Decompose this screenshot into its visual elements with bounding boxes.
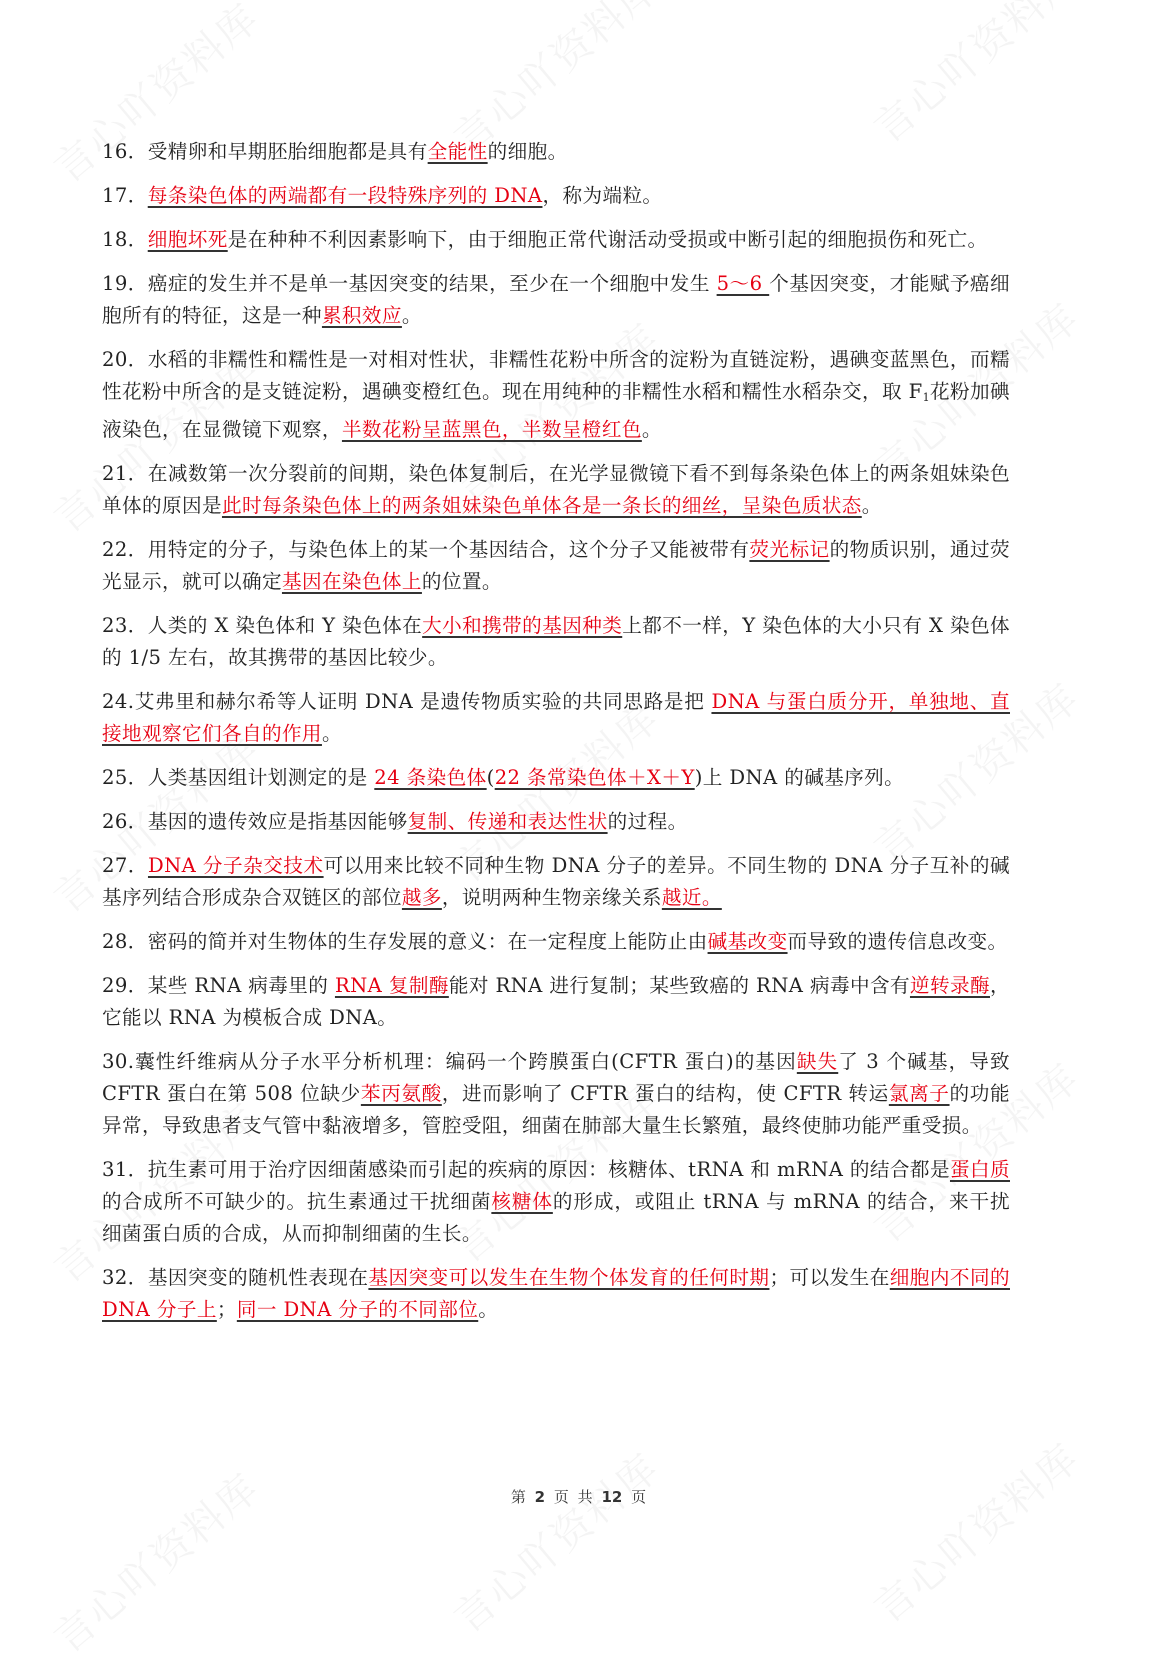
list-item: [102, 806, 1010, 838]
item-number: 25．: [102, 766, 148, 789]
list-item: [102, 224, 1010, 256]
answer-highlight: DNA 与蛋白质分开，单独地、直接地观察它们各自的作用: [102, 690, 1010, 745]
list-item: [102, 180, 1010, 212]
item-number: 16．: [102, 140, 148, 163]
answer-highlight: 5～6: [716, 272, 770, 295]
item-text: 可以用来比较不同种生物 DNA 分子的差异。不同生物的 DNA 分子互补的碱基序列结合形成杂合双链区的部位: [102, 854, 1010, 909]
item-text: ，进而影响了 CFTR 蛋白的结构，使 CFTR 转运: [441, 1082, 889, 1105]
item-number: 17．: [102, 184, 148, 207]
answer-highlight: 缺失: [796, 1050, 839, 1073]
answer-highlight: 苯丙氨酸: [360, 1082, 442, 1105]
answer-highlight: 全能性: [427, 140, 488, 163]
item-text: 花粉加碘液染色，在显微镜下观察，: [102, 380, 1010, 441]
item-number: 20．: [102, 348, 148, 371]
answer-highlight: 细胞内不同的 DNA 分子上: [102, 1266, 1010, 1321]
answer-highlight: 每条染色体的两端都有一段特殊序列的 DNA: [147, 184, 543, 207]
item-text: 。: [641, 418, 662, 441]
subscript: 1: [922, 391, 930, 404]
item-number: 29．: [102, 974, 148, 997]
total-page-count: 12: [601, 1488, 623, 1506]
item-text: 而导致的遗传信息改变。: [787, 930, 1008, 953]
list-item: [102, 268, 1010, 332]
item-text: 水稻的非糯性和糯性是一对相对性状，非糯性花粉中所含的淀粉为直链淀粉，遇碘变蓝黑色，而糯性花粉中所含的是支链淀粉，遇碘变橙红色。现在用纯种的非糯性水稻和糯性水稻杂交，取 F: [102, 348, 1010, 403]
list-item: [102, 136, 1010, 168]
list-item: [102, 850, 1010, 914]
item-number: 26．: [102, 810, 148, 833]
item-text: )上 DNA 的碱基序列。: [694, 766, 905, 789]
item-number: 18．: [102, 228, 148, 251]
item-text: 。: [401, 304, 422, 327]
answer-highlight: 碱基改变: [707, 930, 788, 953]
list-item: [102, 1262, 1010, 1326]
item-text: 的细胞。: [487, 140, 568, 163]
item-text: 了 3 个碱基，导致 CFTR 蛋白在第 508 位缺少: [102, 1050, 1010, 1105]
item-number: 32．: [102, 1266, 148, 1289]
item-text: 艾弗里和赫尔希等人证明 DNA 是遗传物质实验的共同思路是把: [134, 690, 712, 713]
answer-highlight: 细胞坏死: [147, 228, 228, 251]
item-text: 癌症的发生并不是单一基因突变的结果，至少在一个细胞中发生: [147, 272, 717, 295]
item-text: ，称为端粒。: [542, 184, 663, 207]
list-item: [102, 926, 1010, 958]
item-text: 的合成所不可缺少的。抗生素通过干扰细菌: [102, 1190, 492, 1213]
content-body: [102, 136, 1010, 1338]
item-number: 28．: [102, 930, 148, 953]
answer-highlight: 同一 DNA 分子的不同部位: [236, 1298, 479, 1321]
answer-highlight: 基因突变可以发生在生物个体发育的任何时期: [368, 1266, 770, 1289]
item-number: 23．: [102, 614, 148, 637]
item-text: 是在种种不利因素影响下，由于细胞正常代谢活动受损或中断引起的细胞损伤和死亡。: [227, 228, 988, 251]
list-item: [102, 686, 1010, 750]
item-number: 30.: [102, 1050, 135, 1073]
current-page-number: 2: [534, 1488, 546, 1506]
item-text: 某些 RNA 病毒里的: [147, 974, 335, 997]
item-text: 在减数第一次分裂前的间期，染色体复制后，在光学显微镜下看不到每条染色体上的两条姐妹染色单体的原因是: [102, 462, 1010, 517]
item-text: 个基因突变，才能赋予癌细胞所有的特征，这是一种: [102, 272, 1010, 327]
answer-highlight: 22 条常染色体＋X＋Y: [494, 766, 695, 789]
item-text: ，它能以 RNA 为模板合成 DNA。: [102, 974, 1010, 1029]
list-item: [102, 458, 1010, 522]
item-text: 上都不一样，Y 染色体的大小只有 X 染色体的 1/5 左右，故其携带的基因比较少。: [102, 614, 1010, 669]
answer-highlight: 累积效应: [321, 304, 402, 327]
answer-highlight: 越近。: [661, 886, 722, 909]
item-number: 27．: [102, 854, 148, 877]
item-text: 用特定的分子，与染色体上的某一个基因结合，这个分子又能被带有: [147, 538, 750, 561]
item-text: 密码的简并对生物体的生存发展的意义：在一定程度上能防止由: [147, 930, 708, 953]
list-item: [102, 610, 1010, 674]
answer-highlight: DNA 分子杂交技术: [147, 854, 324, 877]
answer-highlight: 氯离子: [888, 1082, 950, 1105]
list-item: [102, 1154, 1010, 1250]
item-text: 的形成，或阻止 tRNA 与 mRNA 的结合，来干扰细菌蛋白质的合成，从而抑制细菌的生长。: [102, 1190, 1010, 1245]
item-text: ；: [216, 1298, 237, 1321]
item-text: 能对 RNA 进行复制；某些致癌的 RNA 病毒中含有: [448, 974, 910, 997]
answer-highlight: 24 条染色体: [374, 766, 487, 789]
item-text: 基因突变的随机性表现在: [147, 1266, 369, 1289]
page-footer: [0, 1486, 1157, 1507]
answer-highlight: 此时每条染色体上的两条姐妹染色单体各是一条长的细丝，呈染色质状态: [221, 494, 862, 517]
list-item: [102, 344, 1010, 446]
footer-middle: 页 共: [553, 1488, 593, 1506]
item-text: 的位置。: [421, 570, 502, 593]
answer-highlight: 荧光标记: [749, 538, 830, 561]
item-number: 19．: [102, 272, 148, 295]
item-text: 。: [321, 722, 342, 745]
item-text: 基因的遗传效应是指基因能够: [147, 810, 408, 833]
list-item: [102, 534, 1010, 598]
item-text: 囊性纤维病从分子水平分析机理：编码一个跨膜蛋白(CFTR 蛋白)的基因: [134, 1050, 797, 1073]
watermark-text: [860, 1428, 1090, 1634]
answer-highlight: 半数花粉呈蓝黑色，半数呈橙红色: [341, 418, 642, 441]
item-text: 。: [478, 1298, 499, 1321]
answer-highlight: 越多: [401, 886, 442, 909]
item-text: 的物质识别，通过荧光显示，就可以确定: [102, 538, 1010, 593]
item-number: 21．: [102, 462, 148, 485]
item-number: 31．: [102, 1158, 148, 1181]
list-item: [102, 970, 1010, 1034]
item-text: 受精卵和早期胚胎细胞都是具有: [147, 140, 428, 163]
item-text: 人类基因组计划测定的是: [147, 766, 375, 789]
item-text: 的功能异常，导致患者支气管中黏液增多，管腔受阻，细菌在肺部大量生长繁殖，最终使肺功能严重受损。: [102, 1082, 1011, 1137]
item-text: ，说明两种生物亲缘关系: [441, 886, 662, 909]
item-text: ；可以发生在: [769, 1266, 890, 1289]
answer-highlight: 逆转录酶: [909, 974, 990, 997]
item-text: 抗生素可用于治疗因细菌感染而引起的疾病的原因：核糖体、tRNA 和 mRNA 的结合都是: [147, 1158, 950, 1181]
answer-highlight: RNA 复制酶: [334, 974, 449, 997]
item-number: 22．: [102, 538, 148, 561]
list-item: [102, 1046, 1010, 1142]
answer-highlight: 核糖体: [491, 1190, 553, 1213]
item-text: 。: [861, 494, 882, 517]
item-text: 人类的 X 染色体和 Y 染色体在: [147, 614, 423, 637]
watermark-text: [860, 0, 1090, 154]
item-number: 24.: [102, 690, 135, 713]
footer-suffix: 页: [631, 1488, 647, 1506]
footer-prefix: 第: [510, 1488, 526, 1506]
item-text: 的过程。: [607, 810, 688, 833]
answer-highlight: 蛋白质: [949, 1158, 1010, 1181]
list-item: [102, 762, 1010, 794]
item-text: (: [486, 766, 495, 789]
answer-highlight: 大小和携带的基因种类: [422, 614, 623, 637]
answer-highlight: 复制、传递和表达性状: [407, 810, 608, 833]
watermark-text: [440, 1438, 670, 1644]
answer-highlight: 基因在染色体上: [281, 570, 422, 593]
